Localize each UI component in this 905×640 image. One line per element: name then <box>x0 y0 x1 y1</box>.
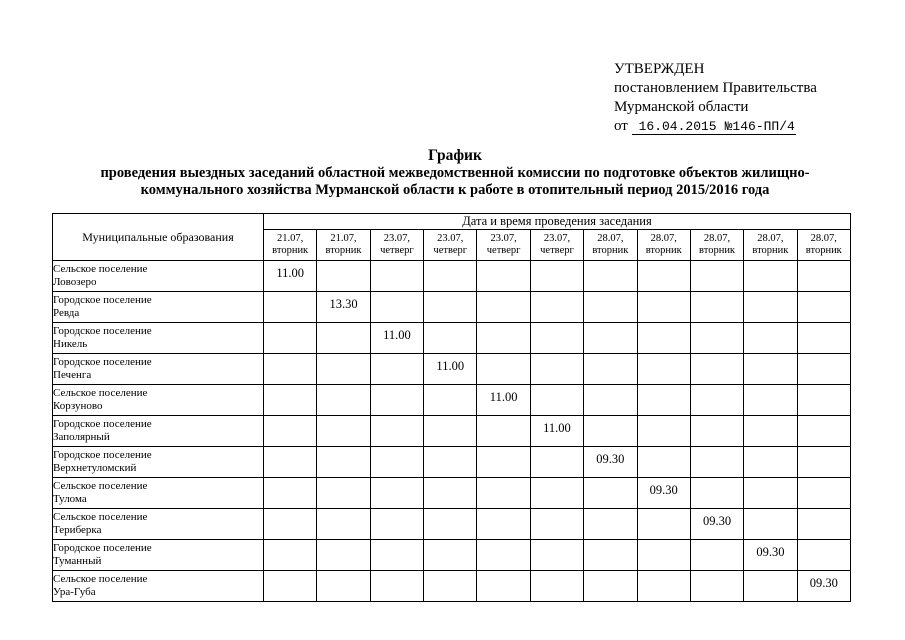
title-line-3: коммунального хозяйства Мурманской области к работе в отопительный период 2015/2016 года <box>140 182 770 198</box>
schedule-cell <box>530 416 583 447</box>
date-column-header <box>690 230 743 261</box>
schedule-cell <box>744 478 797 509</box>
table-header-row <box>53 214 851 230</box>
schedule-cell <box>584 261 637 292</box>
schedule-cell <box>317 509 370 540</box>
date-header: Дата и время проведения заседания <box>264 214 851 230</box>
column-weekday: вторник <box>645 245 682 256</box>
schedule-cell <box>744 416 797 447</box>
municipality-cell <box>53 447 264 478</box>
schedule-cell <box>370 571 423 602</box>
municipality-cell <box>53 478 264 509</box>
schedule-cell <box>317 354 370 385</box>
meeting-time: 13.30 <box>329 296 358 311</box>
column-weekday: четверг <box>540 245 574 256</box>
date-column-header <box>477 230 530 261</box>
schedule-cell <box>317 540 370 571</box>
column-weekday: четверг <box>486 245 521 256</box>
schedule-cell <box>530 447 583 478</box>
meeting-time: 11.00 <box>383 327 411 342</box>
schedule-cell <box>690 478 743 509</box>
schedule-cell <box>690 416 743 447</box>
settlement-name: Туманный <box>53 555 102 567</box>
schedule-cell <box>744 509 797 540</box>
schedule-cell <box>264 323 317 354</box>
settlement-type: Сельское поселение <box>53 263 148 275</box>
column-weekday: четверг <box>433 245 468 256</box>
municipality-cell <box>53 261 264 292</box>
settlement-name: Ловозеро <box>53 276 97 288</box>
title-line-1: График <box>428 147 482 164</box>
column-date: 21.07, <box>277 233 304 244</box>
schedule-cell <box>637 509 690 540</box>
schedule-cell <box>744 385 797 416</box>
date-column-header <box>370 230 423 261</box>
schedule-cell <box>370 478 423 509</box>
column-weekday: вторник <box>805 245 842 256</box>
settlement-type: Городское поселение <box>53 356 152 368</box>
schedule-cell <box>477 447 530 478</box>
schedule-cell <box>424 571 477 602</box>
approval-number-field <box>724 120 796 135</box>
settlement-name: Никель <box>53 338 88 350</box>
date-column-header <box>637 230 690 261</box>
schedule-cell <box>424 261 477 292</box>
settlement-name: Ура-Губа <box>53 586 96 598</box>
municipality-cell <box>53 571 264 602</box>
schedule-cell <box>264 354 317 385</box>
schedule-cell <box>530 261 583 292</box>
schedule-cell <box>264 447 317 478</box>
date-column-header <box>264 230 317 261</box>
schedule-cell <box>424 478 477 509</box>
schedule-cell <box>530 540 583 571</box>
schedule-cell <box>797 478 850 509</box>
settlement-type: Городское поселение <box>53 542 152 554</box>
settlement-type: Городское поселение <box>53 449 152 461</box>
schedule-cell <box>317 292 370 323</box>
meeting-time: 09.30 <box>649 482 678 497</box>
title-line-2: проведения выездных заседаний областной межведомственной комиссии по подготовке объектов жилищно- <box>100 165 810 181</box>
schedule-cell <box>530 385 583 416</box>
schedule-cell <box>584 478 637 509</box>
schedule-cell <box>317 478 370 509</box>
schedule-cell <box>584 292 637 323</box>
schedule-cell <box>744 261 797 292</box>
column-date: 28.07, <box>703 233 731 244</box>
schedule-cell <box>584 354 637 385</box>
table-row <box>53 509 851 540</box>
settlement-name: Териберка <box>53 524 102 536</box>
column-date: 23.07, <box>543 233 571 244</box>
approval-line-1: постановлением Правительства <box>614 80 817 96</box>
table-row <box>53 354 851 385</box>
meeting-time: 11.00 <box>543 420 571 435</box>
table-row <box>53 571 851 602</box>
schedule-cell <box>690 509 743 540</box>
municipality-cell <box>53 540 264 571</box>
schedule-cell <box>264 416 317 447</box>
municipality-header: Муниципальные образования <box>53 214 264 261</box>
schedule-cell <box>317 385 370 416</box>
schedule-cell <box>584 571 637 602</box>
schedule-cell <box>370 292 423 323</box>
schedule-cell <box>370 540 423 571</box>
schedule-cell <box>797 354 850 385</box>
schedule-cell <box>530 323 583 354</box>
column-weekday: вторник <box>325 245 362 256</box>
approval-number-sign: № <box>724 119 733 134</box>
table-row <box>53 416 851 447</box>
table-row <box>53 447 851 478</box>
schedule-cell <box>584 385 637 416</box>
schedule-cell <box>264 292 317 323</box>
settlement-name: Печенга <box>53 369 92 381</box>
schedule-cell <box>317 571 370 602</box>
settlement-type: Сельское поселение <box>53 511 148 523</box>
municipality-cell <box>53 323 264 354</box>
approval-number: 146-ПП/4 <box>732 119 795 134</box>
schedule-cell <box>744 354 797 385</box>
meeting-time: 11.00 <box>489 389 518 404</box>
schedule-cell <box>477 571 530 602</box>
schedule-cell <box>424 540 477 571</box>
approval-line-2: Мурманской области <box>614 99 749 115</box>
schedule-cell <box>264 478 317 509</box>
schedule-cell <box>637 571 690 602</box>
table-row <box>53 323 851 354</box>
schedule-cell <box>690 261 743 292</box>
schedule-cell <box>477 509 530 540</box>
municipality-cell <box>53 292 264 323</box>
schedule-cell <box>424 416 477 447</box>
schedule-cell <box>797 540 850 571</box>
column-date: 28.07, <box>757 233 784 244</box>
schedule-cell <box>797 292 850 323</box>
schedule-cell <box>797 416 850 447</box>
schedule-cell <box>637 385 690 416</box>
approval-date-line <box>614 117 894 136</box>
schedule-cell <box>797 323 850 354</box>
column-weekday: вторник <box>699 245 736 256</box>
schedule-cell <box>584 323 637 354</box>
schedule-cell <box>370 509 423 540</box>
schedule-cell <box>424 354 477 385</box>
schedule-cell <box>797 509 850 540</box>
schedule-cell <box>317 261 370 292</box>
meeting-time: 09.30 <box>702 513 732 528</box>
schedule-cell <box>370 385 423 416</box>
schedule-cell <box>370 416 423 447</box>
schedule-cell <box>264 509 317 540</box>
schedule-cell <box>744 571 797 602</box>
schedule-cell <box>370 323 423 354</box>
schedule-cell <box>637 416 690 447</box>
schedule-cell <box>477 478 530 509</box>
schedule-cell <box>317 323 370 354</box>
column-date: 23.07, <box>383 233 411 244</box>
column-weekday: вторник <box>272 245 309 256</box>
date-column-header <box>317 230 370 261</box>
column-date: 23.07, <box>437 233 464 244</box>
schedule-cell <box>264 385 317 416</box>
settlement-name: Ревда <box>53 307 80 319</box>
column-date: 28.07, <box>650 233 677 244</box>
schedule-cell <box>744 292 797 323</box>
schedule-cell <box>477 323 530 354</box>
schedule-cell <box>530 354 583 385</box>
table-row <box>53 478 851 509</box>
table-row <box>53 261 851 292</box>
settlement-type: Сельское поселение <box>53 480 148 492</box>
municipality-cell <box>53 509 264 540</box>
date-column-header <box>530 230 583 261</box>
date-column-header <box>424 230 477 261</box>
schedule-cell <box>424 509 477 540</box>
settlement-type: Сельское поселение <box>53 573 148 585</box>
date-column-header <box>797 230 850 261</box>
schedule-cell <box>530 292 583 323</box>
schedule-cell <box>477 540 530 571</box>
schedule-cell <box>637 261 690 292</box>
column-date: 23.07, <box>490 233 517 244</box>
schedule-cell <box>264 261 317 292</box>
schedule-cell <box>584 509 637 540</box>
settlement-type: Сельское поселение <box>53 387 148 399</box>
schedule-cell <box>477 385 530 416</box>
schedule-cell <box>690 354 743 385</box>
settlement-type: Городское поселение <box>53 418 152 430</box>
meeting-time: 09.30 <box>809 575 838 590</box>
schedule-cell <box>424 385 477 416</box>
date-column-header <box>584 230 637 261</box>
settlement-type: Городское поселение <box>53 325 152 337</box>
meeting-time: 11.00 <box>276 265 305 280</box>
schedule-cell <box>744 447 797 478</box>
settlement-type: Городское поселение <box>53 294 152 306</box>
schedule-cell <box>744 540 797 571</box>
schedule-cell <box>637 447 690 478</box>
schedule-cell <box>797 385 850 416</box>
schedule-cell <box>690 447 743 478</box>
table-row <box>53 540 851 571</box>
table-row <box>53 292 851 323</box>
settlement-name: Заполярный <box>53 431 110 443</box>
schedule-cell <box>424 323 477 354</box>
schedule-cell <box>264 540 317 571</box>
schedule-cell <box>637 292 690 323</box>
schedule-cell <box>637 540 690 571</box>
schedule-cell <box>690 323 743 354</box>
schedule-table <box>52 213 851 602</box>
document-title <box>40 147 870 199</box>
schedule-cell <box>477 261 530 292</box>
settlement-name: Верхнетуломский <box>53 462 137 474</box>
schedule-cell <box>637 354 690 385</box>
schedule-cell <box>797 447 850 478</box>
schedule-cell <box>370 261 423 292</box>
schedule-cell <box>584 447 637 478</box>
approval-stamp <box>614 60 894 136</box>
municipality-cell <box>53 385 264 416</box>
schedule-cell <box>584 540 637 571</box>
schedule-cell <box>477 354 530 385</box>
schedule-cell <box>637 323 690 354</box>
schedule-cell <box>744 323 797 354</box>
table-body <box>53 261 851 602</box>
column-date: 28.07, <box>810 233 837 244</box>
schedule-cell <box>690 571 743 602</box>
schedule-cell <box>530 509 583 540</box>
approval-date: 16.04.2015 <box>632 120 724 135</box>
schedule-cell <box>477 292 530 323</box>
municipality-cell <box>53 416 264 447</box>
meeting-time: 09.30 <box>596 451 625 466</box>
schedule-cell <box>317 447 370 478</box>
schedule-cell <box>797 571 850 602</box>
schedule-cell <box>797 261 850 292</box>
column-weekday: вторник <box>752 245 789 256</box>
schedule-cell <box>317 416 370 447</box>
approval-from-label: от <box>614 118 628 134</box>
column-date: 21.07, <box>330 233 357 244</box>
schedule-cell <box>264 571 317 602</box>
schedule-cell <box>530 571 583 602</box>
schedule-cell <box>477 416 530 447</box>
table-row <box>53 385 851 416</box>
schedule-cell <box>370 447 423 478</box>
schedule-cell <box>424 292 477 323</box>
municipality-cell <box>53 354 264 385</box>
column-weekday: вторник <box>592 245 629 256</box>
schedule-cell <box>584 416 637 447</box>
settlement-name: Тулома <box>53 493 87 505</box>
column-date: 28.07, <box>597 233 624 244</box>
column-weekday: четверг <box>380 245 414 256</box>
schedule-cell <box>530 478 583 509</box>
meeting-time: 11.00 <box>436 358 465 373</box>
date-column-header <box>744 230 797 261</box>
meeting-time: 09.30 <box>756 544 785 559</box>
schedule-cell <box>424 447 477 478</box>
schedule-cell <box>637 478 690 509</box>
approval-heading: УТВЕРЖДЕН <box>614 61 705 77</box>
schedule-cell <box>690 385 743 416</box>
settlement-name: Корзуново <box>53 400 103 412</box>
schedule-cell <box>690 292 743 323</box>
schedule-cell <box>690 540 743 571</box>
schedule-cell <box>370 354 423 385</box>
